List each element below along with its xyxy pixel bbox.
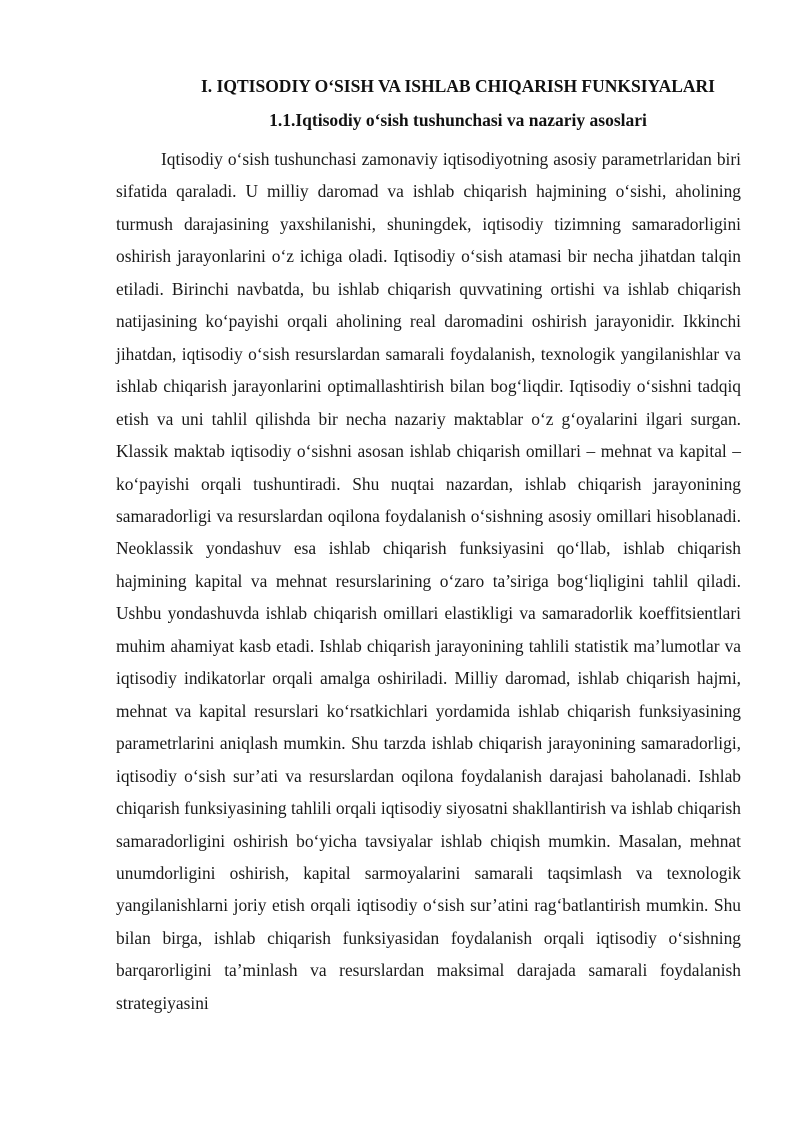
chapter-title: I. IQTISODIY O‘SISH VA ISHLAB CHIQARISH FUNKSIYALARI bbox=[201, 76, 715, 96]
body-paragraph: Iqtisodiy o‘sish tushunchasi zamonaviy iqtisodiyotning asosiy parametrlaridan biri sifatida qaraladi. U milliy daromad va ishlab chiqarish hajmining o‘sishi, aholining turmush darajasining yaxshilanishi, shuningdek, iqtisodiy tizimning samaradorligini oshirish jarayonlarini o‘z ichiga oladi. Iqtisodiy o‘sish atamasi bir necha jihatdan talqin etiladi. Birinchi navbatda, bu ishlab chiqarish quvvatining ortishi va ishlab chiqarish natijasining ko‘payishi orqali aholining real daromadini oshirish jarayonidir. Ikkinchi jihatdan, iqtisodiy o‘sish resurslardan samarali foydalanish, texnologik yangilanishlar va ishlab chiqarish jarayonlarini optimallashtirish bilan bog‘liqdir. Iqtisodiy o‘sishni tadqiq etish va uni tahlil qilishda bir necha nazariy maktablar o‘z g‘oyalarini ilgari surgan. Klassik maktab iqtisodiy o‘sishni asosan ishlab chiqarish omillari – mehnat va kapital – ko‘payishi orqali tushuntiradi. Shu nuqtai nazardan, ishlab chiqarish jarayonining samaradorligi va resurslardan oqilona foydalanish o‘sishning asosiy omillari hisoblanadi. Neoklassik yondashuv esa ishlab chiqarish funksiyasini qo‘llab, ishlab chiqarish hajmining kapital va mehnat resurslarining o‘zaro ta’siriga bog‘liqligini tahlil qiladi. Ushbu yondashuvda ishlab chiqarish omillari elastikligi va samaradorlik koeffitsientlari muhim ahamiyat kasb etadi. Ishlab chiqarish jarayonining tahlili statistik ma’lumotlar va iqtisodiy indikatorlar orqali amalga oshiriladi. Milliy daromad, ishlab chiqarish hajmi, mehnat va kapital resurslari ko‘rsatkichlari yordamida ishlab chiqarish funksiyasining parametrlarini aniqlash mumkin. Shu tarzda ishlab chiqarish jarayonining samaradorligi, iqtisodiy o‘sish sur’ati va resurslardan oqilona foydalanish darajasi baholanadi. Ishlab chiqarish funksiyasining tahlili orqali iqtisodiy siyosatni shakllantirish va ishlab chiqarish samaradorligini oshirish bo‘yicha tavsiyalar ishlab chiqish mumkin. Masalan, mehnat unumdorligini oshirish, kapital sarmoyalarini samarali taqsimlash va texnologik yangilanishlarni joriy etish orqali iqtisodiy o‘sish sur’atini rag‘batlantirish mumkin. Shu bilan birga, ishlab chiqarish funksiyasidan foydalanish orqali iqtisodiy o‘sishning barqarorligini ta’minlash va resurslardan maksimal darajada samarali foydalanish strategiyasini bbox=[116, 149, 741, 1013]
section-title: 1.1.Iqtisodiy o‘sish tushunchasi va nazariy asoslari bbox=[269, 110, 647, 130]
